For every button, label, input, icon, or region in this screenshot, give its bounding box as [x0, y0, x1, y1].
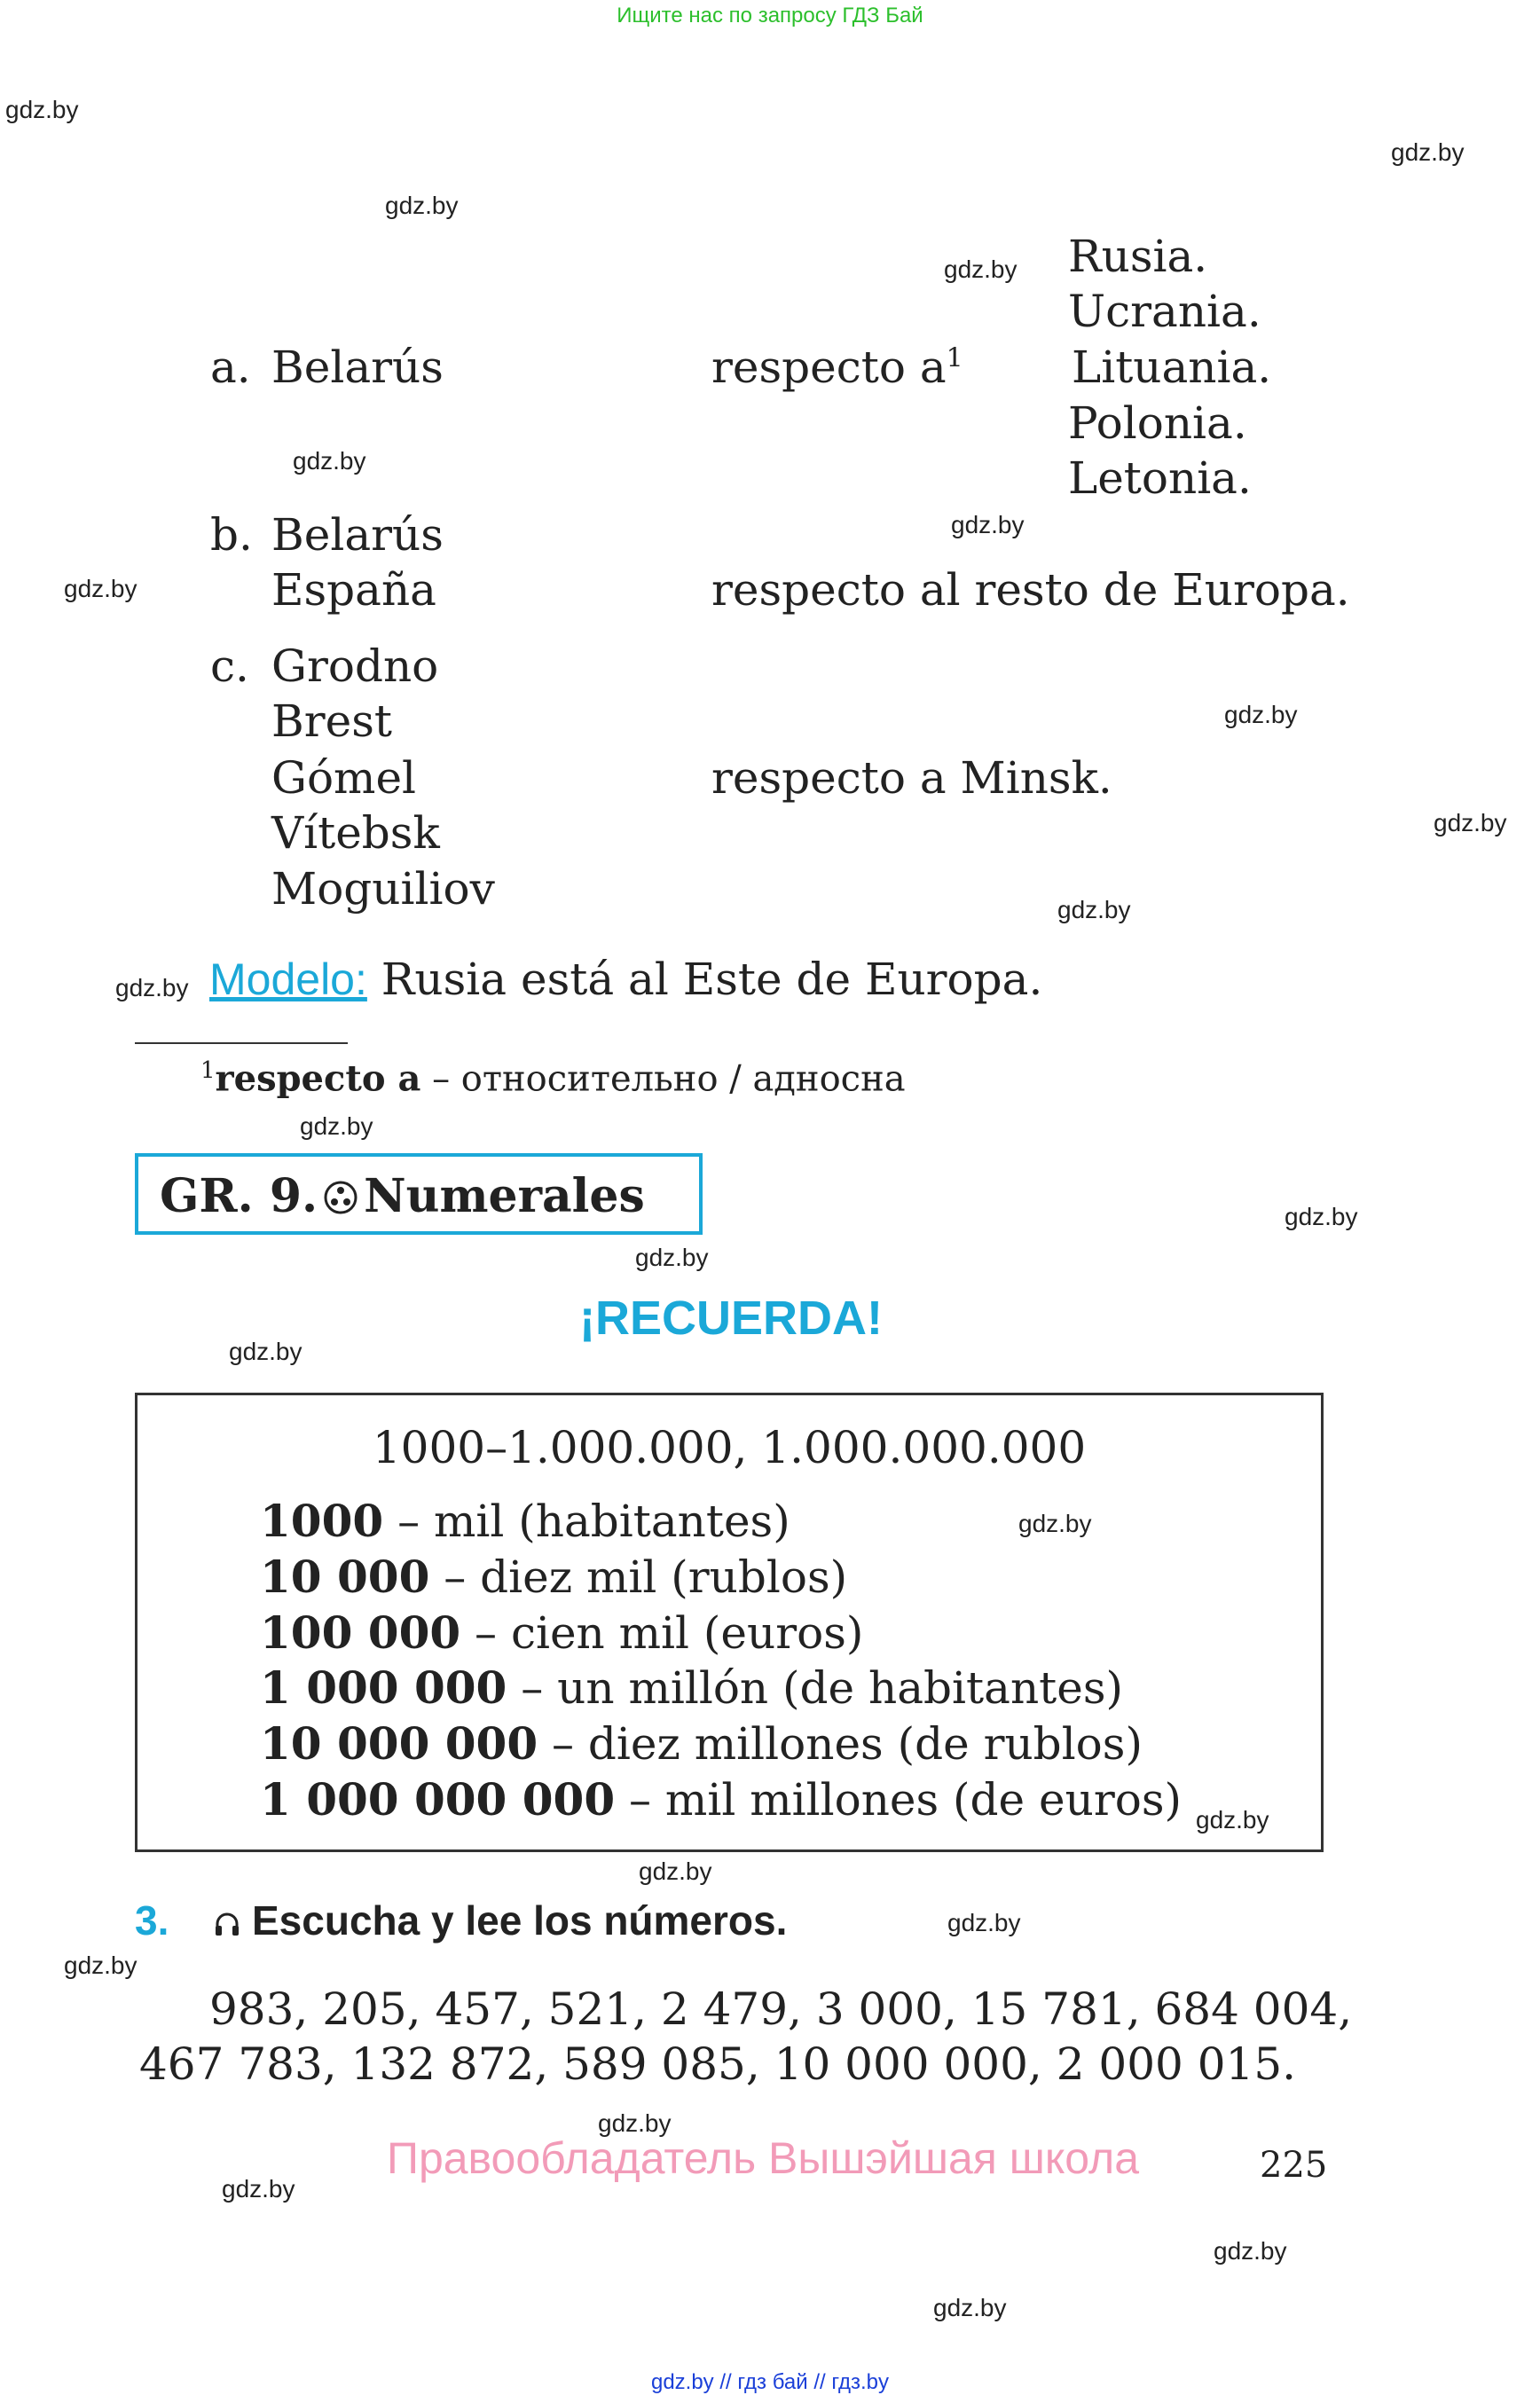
section-a-country: Belarús [271, 342, 444, 393]
footnote [200, 1057, 906, 1099]
watermark: gdz.by [229, 1338, 302, 1365]
watermark: gdz.by [933, 2294, 1007, 2321]
section-c-relation: respecto a Minsk. [711, 752, 1112, 804]
number-row [260, 1661, 1123, 1714]
page-number: 225 [1260, 2145, 1328, 2186]
number-word: – mil (habitantes) [383, 1496, 790, 1547]
number-value: 10 000 000 [260, 1717, 538, 1770]
watermark: gdz.by [5, 96, 79, 123]
gear-icon [323, 1173, 358, 1208]
watermark: gdz.by [1434, 809, 1507, 836]
watermark: gdz.by [1196, 1806, 1269, 1834]
numbers-box [135, 1393, 1324, 1852]
number-row [260, 1717, 1143, 1770]
number-word: – mil millones (de euros) [615, 1774, 1182, 1826]
section-b-country: España [271, 564, 436, 616]
watermark: gdz.by [1018, 1510, 1092, 1537]
target-item: Lituania. [1072, 342, 1272, 393]
grammar-section-box [135, 1153, 703, 1235]
exercise-instruction-text: Escucha y lee los números. [252, 1897, 788, 1944]
headphones-icon [213, 1900, 241, 1928]
number-row [260, 1606, 863, 1659]
target-item: Polonia. [1068, 397, 1247, 449]
section-a-relation-text: respecto a [711, 342, 947, 393]
target-item: Ucrania. [1068, 286, 1261, 337]
section-a-relation [711, 342, 963, 393]
number-word: – un millón (de habitantes) [507, 1662, 1123, 1714]
target-item: Letonia. [1068, 452, 1252, 504]
section-b-label: b. [210, 509, 253, 561]
grammar-title [160, 1169, 645, 1223]
watermark: gdz.by [639, 1857, 712, 1885]
footnote-number: 1 [200, 1057, 216, 1084]
watermark: gdz.by [64, 575, 138, 602]
watermark: gdz.by [293, 447, 366, 475]
number-row [260, 1551, 847, 1603]
number-value: 100 000 [260, 1606, 461, 1659]
number-word: – diez millones (de rublos) [538, 1718, 1143, 1770]
watermark: gdz.by [598, 2109, 672, 2137]
watermark: gdz.by [947, 1909, 1021, 1936]
grammar-name: Numerales [364, 1169, 645, 1223]
watermark: gdz.by [385, 192, 459, 219]
footnote-translation: – относительно / адносна [420, 1058, 906, 1100]
watermark: gdz.by [1224, 701, 1298, 728]
watermark: gdz.by [951, 511, 1025, 538]
watermark: gdz.by [944, 255, 1018, 283]
rights-holder: Правообладатель Вышэйшая школа [387, 2133, 1139, 2183]
number-word: – diez mil (rublos) [429, 1551, 848, 1603]
number-value: 1 000 000 000 [260, 1773, 616, 1826]
watermark: gdz.by [1057, 896, 1131, 923]
exercise-number: 3. [135, 1897, 169, 1944]
number-value: 1000 [260, 1495, 384, 1547]
city-item: Grodno [271, 640, 439, 692]
section-c-label: c. [210, 640, 249, 692]
exercise-numbers-line: 983, 205, 457, 521, 2 479, 3 000, 15 781, 684 004, [209, 1983, 1353, 2035]
city-item: Gómel [271, 752, 417, 804]
grammar-prefix: GR. 9. [160, 1169, 318, 1223]
watermark: gdz.by [1285, 1203, 1358, 1230]
exercise-numbers-line: 467 783, 132 872, 589 085, 10 000 000, 2 000 015. [139, 2038, 1297, 2090]
footnote-mark: 1 [946, 342, 963, 374]
number-row [260, 1495, 790, 1547]
exercise-instruction [213, 1896, 787, 1944]
watermark: gdz.by [635, 1244, 709, 1271]
number-value: 10 000 [260, 1551, 430, 1603]
city-item: Moguiliov [271, 863, 495, 915]
watermark: gdz.by [1214, 2237, 1287, 2265]
modelo-label: Modelo: [209, 954, 367, 1004]
footnote-term: respecto a [215, 1057, 421, 1100]
watermark: gdz.by [300, 1112, 373, 1140]
watermark: gdz.by [115, 974, 189, 1001]
target-item: Rusia. [1068, 231, 1208, 282]
number-value: 1 000 000 [260, 1661, 507, 1714]
watermark: gdz.by [64, 1951, 138, 1979]
footnote-divider [135, 1042, 348, 1044]
watermark: gdz.by [222, 2175, 295, 2203]
number-range: 1000–1.000.000, 1.000.000.000 [372, 1422, 1087, 1473]
city-item: Vítebsk [271, 807, 440, 859]
footer-banner: gdz.by // гдз бай // гдз.by [650, 2370, 890, 2394]
top-banner: Ищите нас по запросу ГДЗ Бай [617, 4, 923, 27]
section-b-relation: respecto al resto de Europa. [711, 564, 1350, 616]
watermark: gdz.by [1391, 138, 1465, 166]
recuerda-heading: ¡RECUERDA! [579, 1292, 883, 1345]
section-a-label: a. [210, 342, 251, 393]
modelo-text: Rusia está al Este de Europa. [366, 954, 1043, 1005]
modelo-line [209, 954, 1042, 1005]
city-item: Brest [271, 695, 392, 747]
number-word: – cien mil (euros) [460, 1607, 864, 1659]
section-b-country: Belarús [271, 509, 444, 561]
number-row [260, 1773, 1182, 1826]
